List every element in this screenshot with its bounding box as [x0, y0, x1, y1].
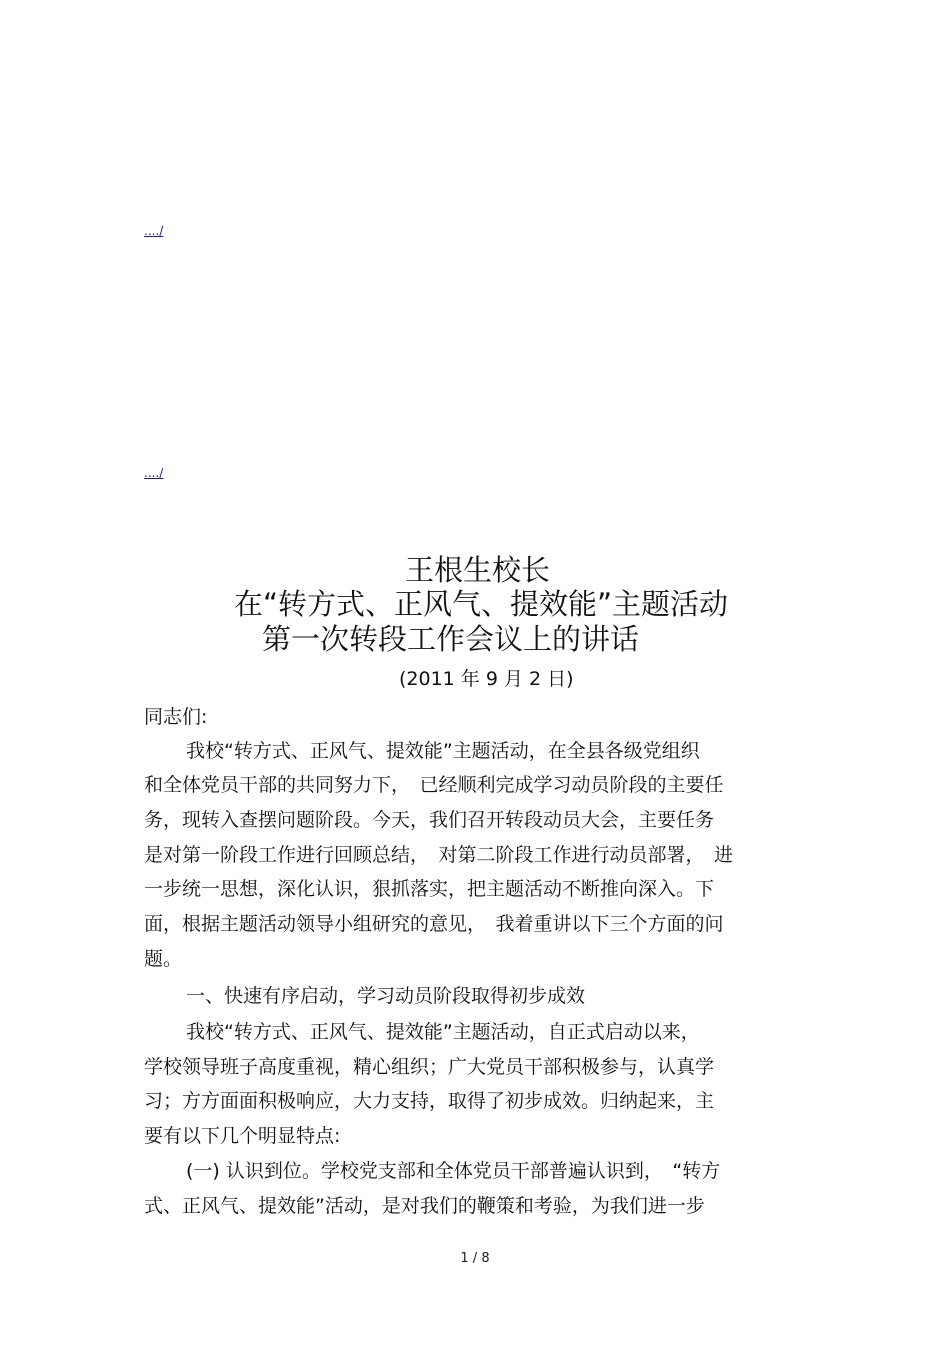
- body-line: 务，现转入查摆问题阶段。今天，我们召开转段动员大会，主要任务: [144, 809, 715, 831]
- body-line: 学校领导班子高度重视，精心组织；广大党员干部积极参与，认真学: [144, 1056, 715, 1078]
- body-line: 和全体党员干部的共同努力下， 已经顺利完成学习动员阶段的主要任: [144, 774, 724, 796]
- page-link[interactable]: ..../: [144, 224, 164, 238]
- body-line: 习；方方面面积极响应，大力支持，取得了初步成效。归纳起来，主: [144, 1090, 715, 1112]
- body-line: 是对第一阶段工作进行回顾总结， 对第二阶段工作进行动员部署， 进: [144, 844, 734, 866]
- body-line: (一) 认识到位。学校党支部和全体党员干部普遍认识到， “转方: [186, 1160, 721, 1182]
- body-line: 一步统一思想，深化认识，狠抓落实，把主题活动不断推向深入。下: [144, 878, 715, 900]
- body-line: 我校“转方式、正风气、提效能”主题活动，自正式启动以来，: [186, 1021, 700, 1043]
- section-heading: 一、快速有序启动，学习动员阶段取得初步成效: [186, 985, 586, 1007]
- page-number: 1 / 8: [460, 1251, 490, 1266]
- title-meeting: 第一次转段工作会议上的讲话: [262, 622, 640, 656]
- title-event: 在“转方式、正风气、提效能”主题活动: [234, 587, 729, 621]
- body-line: 式、正风气、提效能”活动，是对我们的鞭策和考验，为我们进一步: [144, 1195, 705, 1217]
- title-speaker: 王根生校长: [405, 553, 551, 587]
- salutation: 同志们:: [144, 706, 208, 728]
- body-line: 要有以下几个明显特点:: [144, 1125, 341, 1147]
- page-link[interactable]: ..../: [144, 466, 164, 480]
- speech-date: (2011 年 9 月 2 日): [399, 668, 574, 690]
- body-line: 我校“转方式、正风气、提效能”主题活动，在全县各级党组织: [186, 740, 700, 762]
- body-line: 题。: [144, 948, 183, 970]
- body-line: 面，根据主题活动领导小组研究的意见， 我着重讲以下三个方面的问: [144, 913, 724, 935]
